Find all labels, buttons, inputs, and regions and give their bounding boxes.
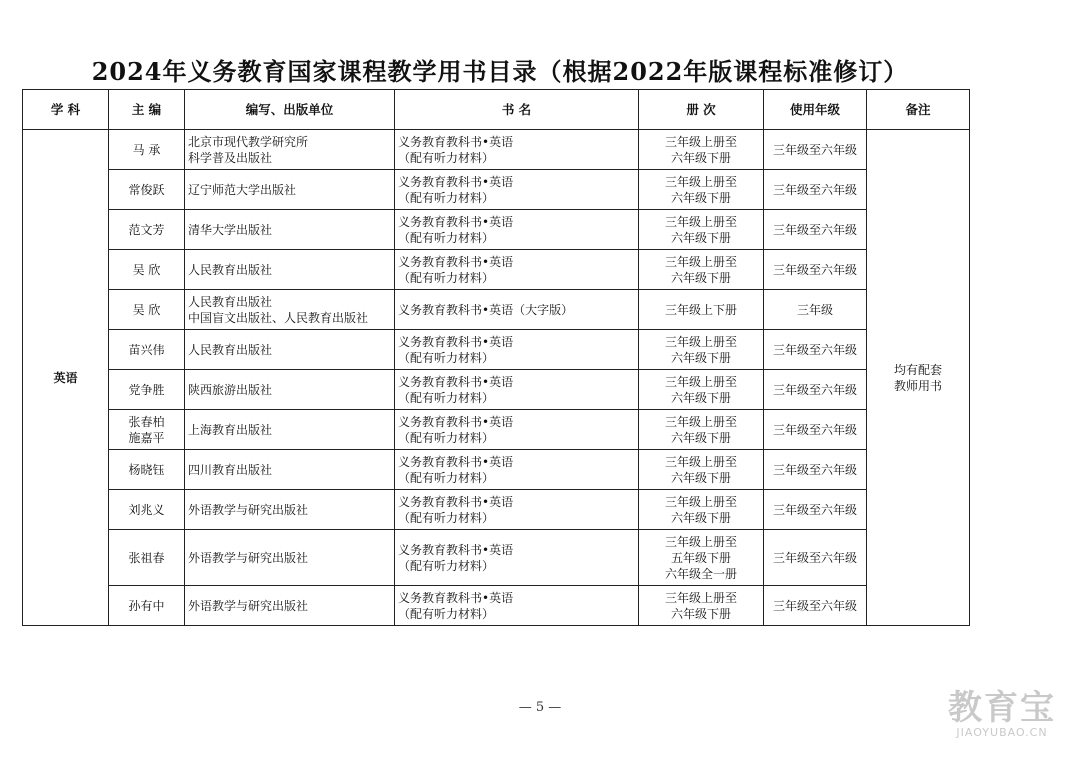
cell-volume: 三年级上册至 五年级下册 六年级全一册 — [639, 530, 764, 586]
cell-volume: 三年级上册至 六年级下册 — [639, 490, 764, 530]
cell-grade: 三年级至六年级 — [764, 170, 867, 210]
cell-editor: 常俊跃 — [109, 170, 185, 210]
table-row — [23, 170, 970, 210]
cell-grade: 三年级至六年级 — [764, 330, 867, 370]
cell-publisher: 人民教育出版社 — [185, 250, 395, 290]
table-row — [23, 530, 970, 586]
table-row — [23, 370, 970, 410]
cell-editor: 范文芳 — [109, 210, 185, 250]
cell-volume: 三年级上册至 六年级下册 — [639, 586, 764, 626]
cell-grade: 三年级至六年级 — [764, 450, 867, 490]
header-volume: 册 次 — [639, 90, 764, 130]
header-book: 书 名 — [395, 90, 639, 130]
cell-volume: 三年级上册至 六年级下册 — [639, 170, 764, 210]
cell-editor: 吴 欣 — [109, 250, 185, 290]
table-row — [23, 450, 970, 490]
cell-volume: 三年级上册至 六年级下册 — [639, 370, 764, 410]
cell-grade: 三年级至六年级 — [764, 586, 867, 626]
cell-book: 义务教育教科书•英语 （配有听力材料） — [395, 490, 639, 530]
cell-grade: 三年级至六年级 — [764, 490, 867, 530]
watermark-sub: JIAOYUBAO.CN — [956, 726, 1048, 739]
cell-grade: 三年级至六年级 — [764, 370, 867, 410]
cell-book: 义务教育教科书•英语 （配有听力材料） — [395, 450, 639, 490]
table-row — [23, 210, 970, 250]
cell-publisher: 外语教学与研究出版社 — [185, 490, 395, 530]
cell-publisher: 北京市现代教学研究所 科学普及出版社 — [185, 130, 395, 170]
cell-book: 义务教育教科书•英语 （配有听力材料） — [395, 210, 639, 250]
cell-volume: 三年级上册至 六年级下册 — [639, 330, 764, 370]
cell-book: 义务教育教科书•英语 （配有听力材料） — [395, 586, 639, 626]
cell-editor: 苗兴伟 — [109, 330, 185, 370]
cell-book: 义务教育教科书•英语 （配有听力材料） — [395, 170, 639, 210]
cell-volume: 三年级上册至 六年级下册 — [639, 410, 764, 450]
table-row — [23, 250, 970, 290]
cell-publisher: 外语教学与研究出版社 — [185, 586, 395, 626]
cell-book: 义务教育教科书•英语 （配有听力材料） — [395, 330, 639, 370]
table-row — [23, 490, 970, 530]
header-publisher: 编写、出版单位 — [185, 90, 395, 130]
cell-volume: 三年级上册至 六年级下册 — [639, 130, 764, 170]
table-row — [23, 130, 970, 170]
cell-publisher: 清华大学出版社 — [185, 210, 395, 250]
table-row — [23, 330, 970, 370]
cell-note: 均有配套 教师用书 — [867, 130, 970, 626]
cell-editor: 吴 欣 — [109, 290, 185, 330]
cell-volume: 三年级上册至 六年级下册 — [639, 450, 764, 490]
header-editor: 主 编 — [109, 90, 185, 130]
cell-grade: 三年级至六年级 — [764, 250, 867, 290]
header-grade: 使用年级 — [764, 90, 867, 130]
cell-book: 义务教育教科书•英语（大字版） — [395, 290, 639, 330]
table-row — [23, 586, 970, 626]
watermark-main: 教育宝 — [948, 688, 1056, 728]
cell-book: 义务教育教科书•英语 （配有听力材料） — [395, 370, 639, 410]
table-row — [23, 410, 970, 450]
table-row — [23, 290, 970, 330]
cell-book: 义务教育教科书•英语 （配有听力材料） — [395, 530, 639, 586]
cell-publisher: 上海教育出版社 — [185, 410, 395, 450]
header-subject: 学 科 — [23, 90, 109, 130]
cell-publisher: 四川教育出版社 — [185, 450, 395, 490]
cell-grade: 三年级至六年级 — [764, 130, 867, 170]
cell-grade: 三年级至六年级 — [764, 210, 867, 250]
cell-publisher: 陕西旅游出版社 — [185, 370, 395, 410]
cell-publisher: 人民教育出版社 中国盲文出版社、人民教育出版社 — [185, 290, 395, 330]
cell-volume: 三年级上册至 六年级下册 — [639, 210, 764, 250]
cell-book: 义务教育教科书•英语 （配有听力材料） — [395, 250, 639, 290]
cell-editor: 刘兆义 — [109, 490, 185, 530]
cell-book: 义务教育教科书•英语 （配有听力材料） — [395, 410, 639, 450]
cell-book: 义务教育教科书•英语 （配有听力材料） — [395, 130, 639, 170]
cell-editor: 党争胜 — [109, 370, 185, 410]
cell-subject: 英语 — [23, 130, 109, 626]
page-number: — 5 — — [518, 700, 562, 715]
page-title: 2024年义务教育国家课程教学用书目录（根据2022年版课程标准修订） — [91, 57, 909, 86]
table-header-row — [23, 90, 970, 130]
table-body — [23, 130, 970, 626]
cell-volume: 三年级上下册 — [639, 290, 764, 330]
cell-editor: 张祖春 — [109, 530, 185, 586]
cell-editor: 孙有中 — [109, 586, 185, 626]
cell-publisher: 人民教育出版社 — [185, 330, 395, 370]
cell-publisher: 辽宁师范大学出版社 — [185, 170, 395, 210]
cell-grade: 三年级 — [764, 290, 867, 330]
cell-volume: 三年级上册至 六年级下册 — [639, 250, 764, 290]
cell-editor: 马 承 — [109, 130, 185, 170]
cell-publisher: 外语教学与研究出版社 — [185, 530, 395, 586]
cell-grade: 三年级至六年级 — [764, 410, 867, 450]
cell-editor: 杨晓钰 — [109, 450, 185, 490]
header-note: 备注 — [867, 90, 970, 130]
watermark-logo — [948, 690, 1056, 739]
textbook-catalog-table — [22, 89, 970, 626]
cell-editor: 张春柏 施嘉平 — [109, 410, 185, 450]
cell-grade: 三年级至六年级 — [764, 530, 867, 586]
